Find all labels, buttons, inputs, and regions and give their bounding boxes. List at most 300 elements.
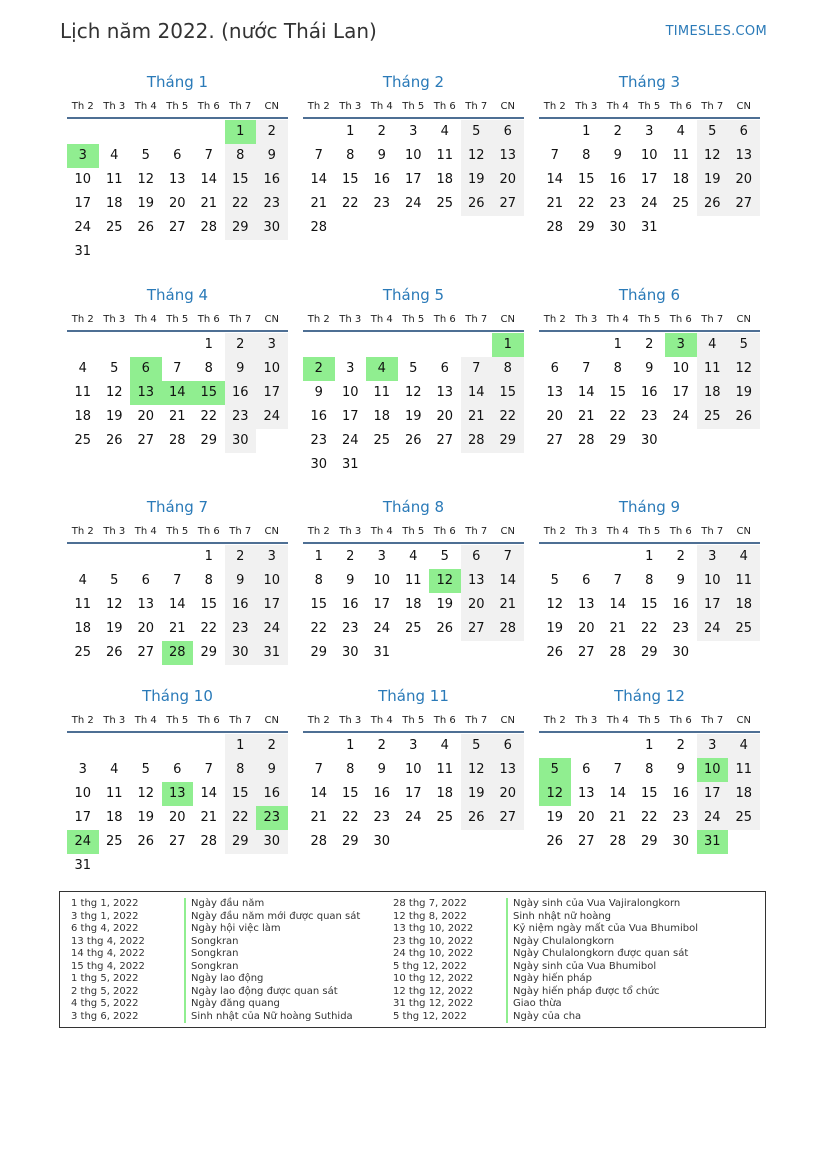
legend-holiday-name: Ngày Chulalongkorn [506, 936, 614, 949]
weekday-label: Th 4 [134, 314, 157, 325]
day-cell: 17 [404, 786, 422, 801]
weekday-header [67, 522, 288, 544]
day-cell: 14 [609, 597, 627, 612]
day-cell: 16 [310, 409, 328, 424]
day-cell: 6 [173, 148, 182, 163]
day-cell: 27 [492, 806, 524, 830]
day-cell: 1 [314, 549, 323, 564]
day-cell: 8 [314, 573, 323, 588]
weekday-label: Th 6 [433, 314, 456, 325]
weekday-label: Th 7 [701, 101, 724, 112]
day-cell: 26 [546, 834, 564, 849]
day-grid [67, 120, 288, 264]
day-cell: 13 [137, 597, 155, 612]
month-9 [539, 496, 760, 665]
month-name: Tháng 8 [382, 498, 445, 516]
legend-row [393, 936, 698, 949]
day-cell: 28 [609, 645, 627, 660]
day-cell: 20 [168, 196, 186, 211]
empty-cell [398, 333, 430, 357]
empty-cell [539, 120, 571, 144]
legend-column-left [71, 898, 360, 1023]
day-cell: 10 [404, 148, 422, 163]
day-cell: 7 [204, 148, 213, 163]
day-cell: 26 [105, 645, 123, 660]
weekday-label: Th 6 [433, 101, 456, 112]
day-cell: 13 [546, 385, 564, 400]
weekday-label: Th 5 [402, 101, 425, 112]
weekday-label: Th 5 [638, 715, 661, 726]
day-cell: 16 [640, 385, 658, 400]
day-cell: 22 [200, 409, 218, 424]
weekday-header [67, 310, 288, 332]
weekday-label: Th 6 [197, 526, 220, 537]
weekday-label: Th 7 [465, 715, 488, 726]
day-cell: 10 [74, 786, 92, 801]
month-name: Tháng 2 [382, 73, 445, 91]
day-cell: 25 [105, 834, 123, 849]
day-cell: 4 [78, 361, 87, 376]
day-cell: 22 [341, 810, 359, 825]
day-cell: 5 [110, 573, 119, 588]
weekday-label: Th 2 [307, 715, 330, 726]
day-cell: 11 [672, 148, 690, 163]
empty-cell [602, 545, 634, 569]
empty-cell [571, 545, 603, 569]
legend-holiday-name: Songkran [184, 948, 239, 961]
weekday-label: Th 3 [575, 314, 598, 325]
day-cell: 17 [697, 782, 729, 806]
weekday-label: CN [500, 526, 515, 537]
month-4 [67, 284, 288, 453]
legend-date: 2 thg 5, 2022 [71, 985, 139, 997]
day-cell: 4 [110, 148, 119, 163]
legend-row [71, 973, 360, 986]
day-cell: 29 [640, 645, 658, 660]
day-cell: 15 [310, 597, 328, 612]
day-cell: 6 [582, 573, 591, 588]
legend-holiday-name: Songkran [184, 961, 239, 974]
legend-date: 3 thg 1, 2022 [71, 910, 139, 922]
day-cell: 13 [577, 597, 595, 612]
day-cell: 7 [582, 361, 591, 376]
day-cell: 17 [404, 172, 422, 187]
day-cell: 5 [697, 120, 729, 144]
day-cell: 26 [105, 433, 123, 448]
day-cell: 29 [225, 830, 257, 854]
day-cell: 8 [225, 758, 257, 782]
day-cell: 28 [310, 220, 328, 235]
day-cell: 5 [550, 573, 559, 588]
weekday-label: Th 4 [134, 715, 157, 726]
holiday-cell: 6 [130, 357, 162, 381]
day-cell: 22 [225, 192, 257, 216]
day-cell: 26 [404, 433, 422, 448]
day-cell: 24 [697, 806, 729, 830]
weekday-label: Th 6 [197, 101, 220, 112]
day-cell: 25 [697, 405, 729, 429]
weekday-label: CN [736, 101, 751, 112]
weekday-label: Th 4 [370, 715, 393, 726]
day-cell: 19 [728, 381, 760, 405]
empty-cell [99, 120, 131, 144]
weekday-label: Th 2 [543, 715, 566, 726]
day-cell: 2 [676, 549, 685, 564]
legend-holiday-name: Ngày lao động [184, 973, 263, 986]
day-cell: 17 [672, 385, 690, 400]
day-cell: 26 [436, 621, 454, 636]
day-cell: 24 [672, 409, 690, 424]
legend-holiday-name: Ngày Chulalongkorn được quan sát [506, 948, 688, 961]
weekday-label: Th 3 [103, 715, 126, 726]
month-name: Tháng 7 [146, 498, 209, 516]
day-cell: 17 [256, 381, 288, 405]
holiday-cell: 31 [697, 830, 729, 854]
day-cell: 6 [582, 762, 591, 777]
holiday-cell: 23 [256, 806, 288, 830]
day-cell: 22 [640, 810, 658, 825]
brand-link[interactable]: TIMESLES.COM [665, 24, 767, 39]
day-cell: 9 [676, 762, 685, 777]
day-cell: 14 [492, 569, 524, 593]
weekday-label: CN [736, 526, 751, 537]
day-cell: 30 [672, 645, 690, 660]
holiday-cell: 12 [429, 569, 461, 593]
day-cell: 10 [256, 569, 288, 593]
day-cell: 5 [110, 361, 119, 376]
day-cell: 12 [697, 144, 729, 168]
weekday-label: Th 4 [606, 715, 629, 726]
weekday-label: Th 3 [339, 101, 362, 112]
day-cell: 20 [492, 782, 524, 806]
month-11 [303, 685, 524, 854]
day-cell: 18 [404, 597, 422, 612]
day-cell: 27 [168, 834, 186, 849]
day-cell: 16 [256, 168, 288, 192]
day-cell: 1 [613, 337, 622, 352]
day-cell: 23 [373, 196, 391, 211]
weekday-label: CN [264, 526, 279, 537]
day-cell: 19 [461, 782, 493, 806]
day-cell: 28 [577, 433, 595, 448]
holiday-cell: 1 [225, 120, 257, 144]
legend-date: 15 thg 4, 2022 [71, 960, 145, 972]
day-cell: 30 [225, 429, 257, 453]
day-cell: 1 [346, 738, 355, 753]
day-cell: 11 [74, 597, 92, 612]
day-cell: 4 [409, 549, 418, 564]
day-cell: 9 [613, 148, 622, 163]
day-cell: 7 [173, 573, 182, 588]
legend-date: 28 thg 7, 2022 [393, 898, 467, 909]
day-cell: 16 [256, 782, 288, 806]
day-cell: 11 [105, 172, 123, 187]
day-cell: 9 [256, 144, 288, 168]
day-cell: 24 [341, 433, 359, 448]
day-cell: 7 [550, 148, 559, 163]
day-cell: 4 [440, 738, 449, 753]
day-grid [303, 333, 524, 477]
day-cell: 18 [728, 782, 760, 806]
weekday-label: Th 2 [307, 526, 330, 537]
weekday-header [539, 310, 760, 332]
day-cell: 8 [204, 361, 213, 376]
day-cell: 23 [672, 810, 690, 825]
day-cell: 9 [225, 569, 257, 593]
day-cell: 11 [728, 758, 760, 782]
day-cell: 25 [373, 433, 391, 448]
holiday-cell: 13 [130, 381, 162, 405]
day-cell: 20 [577, 621, 595, 636]
empty-cell [67, 545, 99, 569]
legend-holiday-name: Ngày sinh của Vua Bhumibol [506, 961, 656, 974]
day-cell: 2 [377, 738, 386, 753]
day-cell: 25 [672, 196, 690, 211]
holiday-cell: 3 [67, 144, 99, 168]
day-cell: 25 [728, 806, 760, 830]
day-cell: 21 [546, 196, 564, 211]
day-cell: 6 [492, 734, 524, 758]
day-cell: 16 [672, 786, 690, 801]
legend-row [393, 986, 698, 999]
legend-holiday-name: Ngày hiến pháp được tổ chức [506, 986, 660, 999]
weekday-header [539, 97, 760, 119]
day-cell: 2 [645, 337, 654, 352]
day-cell: 29 [341, 834, 359, 849]
weekday-label: Th 6 [669, 101, 692, 112]
day-grid [539, 120, 760, 240]
day-cell: 3 [346, 361, 355, 376]
empty-cell [539, 545, 571, 569]
day-cell: 23 [310, 433, 328, 448]
empty-cell [571, 734, 603, 758]
day-cell: 9 [377, 762, 386, 777]
weekday-label: Th 4 [370, 314, 393, 325]
day-cell: 23 [640, 409, 658, 424]
day-cell: 13 [168, 172, 186, 187]
day-cell: 24 [74, 220, 92, 235]
legend-holiday-name: Kỷ niệm ngày mất của Vua Bhumibol [506, 923, 698, 936]
day-cell: 8 [492, 357, 524, 381]
day-cell: 23 [256, 192, 288, 216]
weekday-label: Th 2 [71, 715, 94, 726]
day-cell: 18 [373, 409, 391, 424]
day-cell: 27 [137, 433, 155, 448]
month-name: Tháng 4 [146, 286, 209, 304]
legend-row [71, 923, 360, 936]
day-cell: 10 [697, 569, 729, 593]
day-grid [539, 545, 760, 665]
weekday-label: CN [264, 715, 279, 726]
weekday-label: Th 3 [103, 526, 126, 537]
day-cell: 15 [341, 786, 359, 801]
empty-cell [193, 734, 225, 758]
day-cell: 24 [256, 405, 288, 429]
weekday-label: Th 3 [339, 526, 362, 537]
legend-date: 24 thg 10, 2022 [393, 948, 474, 959]
legend-row [393, 961, 698, 974]
day-cell: 6 [728, 120, 760, 144]
day-cell: 29 [609, 433, 627, 448]
day-cell: 21 [310, 810, 328, 825]
weekday-label: Th 6 [669, 314, 692, 325]
empty-cell [162, 545, 194, 569]
day-cell: 28 [310, 834, 328, 849]
day-cell: 19 [137, 196, 155, 211]
day-cell: 2 [225, 333, 257, 357]
day-cell: 18 [436, 172, 454, 187]
day-cell: 13 [577, 786, 595, 801]
legend-row [393, 973, 698, 986]
day-cell: 24 [697, 617, 729, 641]
legend-date: 1 thg 1, 2022 [71, 898, 139, 909]
day-cell: 31 [256, 641, 288, 665]
day-cell: 16 [373, 172, 391, 187]
day-cell: 25 [436, 810, 454, 825]
day-cell: 10 [74, 172, 92, 187]
day-cell: 27 [577, 834, 595, 849]
day-cell: 29 [310, 645, 328, 660]
legend-holiday-name: Ngày hội việc làm [184, 923, 281, 936]
legend-date: 23 thg 10, 2022 [393, 935, 474, 947]
weekday-label: Th 5 [166, 526, 189, 537]
holiday-cell: 12 [539, 782, 571, 806]
day-cell: 25 [728, 617, 760, 641]
weekday-label: Th 7 [465, 314, 488, 325]
month-6 [539, 284, 760, 453]
legend-row [393, 998, 698, 1011]
day-cell: 8 [613, 361, 622, 376]
legend-holiday-name: Ngày lao động được quan sát [184, 986, 338, 999]
day-cell: 8 [645, 573, 654, 588]
weekday-label: Th 6 [433, 526, 456, 537]
holiday-cell: 14 [162, 381, 194, 405]
empty-cell [67, 333, 99, 357]
day-cell: 24 [404, 196, 422, 211]
empty-cell [602, 734, 634, 758]
day-cell: 3 [645, 124, 654, 139]
empty-cell [335, 333, 367, 357]
day-cell: 26 [137, 220, 155, 235]
day-cell: 28 [200, 834, 218, 849]
empty-cell [130, 333, 162, 357]
legend-holiday-name: Sinh nhật của Nữ hoàng Suthida [184, 1011, 353, 1024]
day-cell: 5 [141, 762, 150, 777]
day-cell: 27 [436, 433, 454, 448]
day-cell: 24 [404, 810, 422, 825]
day-cell: 26 [697, 192, 729, 216]
day-grid [303, 545, 524, 665]
day-cell: 25 [404, 621, 422, 636]
day-cell: 28 [168, 433, 186, 448]
day-cell: 2 [377, 124, 386, 139]
weekday-label: CN [736, 715, 751, 726]
day-cell: 17 [341, 409, 359, 424]
day-cell: 31 [74, 858, 92, 873]
legend-date: 12 thg 12, 2022 [393, 985, 474, 997]
legend-holiday-name: Ngày đầu năm mới được quan sát [184, 911, 360, 924]
day-cell: 22 [609, 409, 627, 424]
holiday-legend [59, 891, 766, 1028]
day-cell: 18 [105, 196, 123, 211]
day-cell: 26 [137, 834, 155, 849]
day-cell: 7 [314, 762, 323, 777]
day-cell: 15 [577, 172, 595, 187]
day-cell: 5 [409, 361, 418, 376]
day-cell: 8 [346, 762, 355, 777]
day-cell: 28 [461, 429, 493, 453]
day-cell: 10 [341, 385, 359, 400]
day-cell: 12 [546, 597, 564, 612]
day-cell: 2 [346, 549, 355, 564]
day-cell: 19 [137, 810, 155, 825]
day-cell: 18 [105, 810, 123, 825]
day-cell: 2 [256, 734, 288, 758]
day-cell: 27 [137, 645, 155, 660]
day-cell: 23 [609, 196, 627, 211]
weekday-label: Th 7 [229, 314, 252, 325]
holiday-cell: 24 [67, 830, 99, 854]
weekday-label: Th 5 [402, 526, 425, 537]
day-cell: 21 [577, 409, 595, 424]
month-12 [539, 685, 760, 854]
day-cell: 28 [546, 220, 564, 235]
day-cell: 19 [461, 168, 493, 192]
weekday-label: Th 6 [197, 715, 220, 726]
day-cell: 13 [492, 758, 524, 782]
day-cell: 10 [672, 361, 690, 376]
legend-date: 14 thg 4, 2022 [71, 948, 145, 959]
day-cell: 31 [74, 244, 92, 259]
day-cell: 23 [225, 405, 257, 429]
weekday-label: Th 5 [166, 715, 189, 726]
day-cell: 9 [377, 148, 386, 163]
day-cell: 2 [256, 120, 288, 144]
day-cell: 15 [200, 597, 218, 612]
weekday-header [539, 522, 760, 544]
weekday-label: Th 3 [339, 715, 362, 726]
day-cell: 31 [373, 645, 391, 660]
day-cell: 19 [105, 409, 123, 424]
weekday-header [303, 522, 524, 544]
day-cell: 18 [672, 172, 690, 187]
day-cell: 9 [256, 758, 288, 782]
month-name: Tháng 10 [142, 687, 213, 705]
day-cell: 20 [436, 409, 454, 424]
day-cell: 1 [204, 549, 213, 564]
day-cell: 20 [168, 810, 186, 825]
day-cell: 4 [110, 762, 119, 777]
day-cell: 14 [200, 786, 218, 801]
day-cell: 18 [74, 409, 92, 424]
day-cell: 24 [373, 621, 391, 636]
weekday-label: Th 5 [166, 314, 189, 325]
day-cell: 12 [105, 385, 123, 400]
day-cell: 1 [645, 549, 654, 564]
day-cell: 27 [461, 617, 493, 641]
legend-date: 10 thg 12, 2022 [393, 973, 474, 984]
day-cell: 9 [645, 361, 654, 376]
legend-column-right [393, 898, 698, 1023]
empty-cell [130, 734, 162, 758]
day-cell: 15 [640, 786, 658, 801]
weekday-label: Th 2 [71, 526, 94, 537]
empty-cell [162, 333, 194, 357]
day-grid [303, 120, 524, 240]
empty-cell [429, 333, 461, 357]
empty-cell [162, 734, 194, 758]
month-1 [67, 71, 288, 264]
